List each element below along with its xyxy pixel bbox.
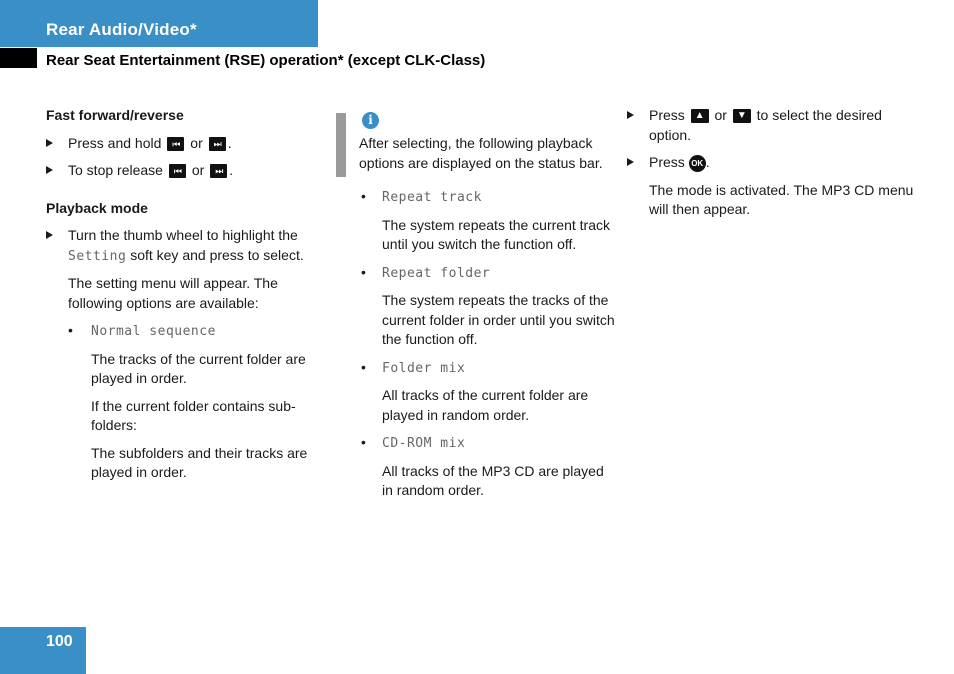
step-press-ok: Press OK .	[627, 153, 917, 173]
page-number-box	[0, 627, 86, 674]
mode-activated-text: The mode is activated. The MP3 CD menu will then appear.	[649, 181, 914, 217]
step-select-option: Press ▲ or ▼ to select the desired option.	[627, 106, 917, 145]
heading-playback-mode: Playback mode	[46, 199, 148, 216]
info-icon: i	[362, 112, 379, 129]
info-sidebar	[336, 113, 346, 177]
repeat-folder-desc: The system repeats the tracks of the current folder in order until you switch the function off.	[382, 292, 615, 347]
bullet-icon: •	[361, 434, 366, 450]
page-number: 100	[46, 633, 73, 650]
step-arrow-icon	[627, 111, 634, 119]
section-header	[0, 0, 318, 47]
up-key-icon: ▲	[691, 109, 709, 123]
option-repeat-folder: • Repeat folder	[361, 263, 491, 281]
column-middle	[336, 106, 616, 509]
step-thumb-wheel: Turn the thumb wheel to highlight the Setting soft key and press to select.	[46, 226, 326, 266]
step-arrow-icon	[46, 139, 53, 147]
heading-fast-forward: Fast forward/reverse	[46, 107, 184, 123]
down-key-icon: ▼	[733, 109, 751, 123]
normal-sequence-desc-1: The tracks of the current folder are played in order.	[91, 350, 306, 386]
step-arrow-icon	[46, 166, 53, 174]
cdrom-mix-desc: All tracks of the MP3 CD are played in random order.	[382, 462, 604, 498]
option-folder-mix: • Folder mix	[361, 358, 466, 376]
normal-sequence-desc-3: The subfolders and their tracks are played in order.	[91, 444, 308, 480]
step-arrow-icon	[627, 158, 634, 166]
step-stop-release: To stop release ⏮ or ⏭ .	[46, 161, 326, 181]
header-marker	[0, 48, 37, 68]
option-normal-sequence: • Normal sequence	[68, 322, 216, 339]
info-text: After selecting, the following playback options are displayed on the status bar.	[359, 135, 603, 171]
step-arrow-icon	[46, 231, 53, 239]
section-title: Rear Audio/Video*	[46, 20, 197, 39]
rewind-key-icon: ⏮	[169, 164, 186, 178]
step-press-hold: Press and hold ⏮ or ⏭ .	[46, 134, 326, 154]
bullet-icon: •	[68, 322, 73, 338]
column-left	[46, 106, 326, 491]
rewind-key-icon: ⏮	[167, 137, 184, 151]
page-subtitle: Rear Seat Entertainment (RSE) operation* (except CLK-Class)	[46, 52, 486, 69]
column-right	[627, 106, 917, 228]
repeat-track-desc: The system repeats the current track until you switch the function off.	[382, 216, 610, 252]
ok-button-icon: OK	[689, 155, 706, 172]
normal-sequence-desc-2: If the current folder contains sub-folders:	[91, 397, 296, 433]
option-cdrom-mix: • CD-ROM mix	[361, 434, 466, 451]
bullet-icon: •	[361, 188, 366, 204]
bullet-icon: •	[361, 263, 366, 280]
forward-key-icon: ⏭	[210, 164, 227, 178]
setting-menu-text: The setting menu will appear. The following options are available:	[68, 275, 278, 311]
folder-mix-desc: All tracks of the current folder are played in random order.	[382, 387, 589, 423]
option-repeat-track: • Repeat track	[361, 188, 482, 205]
bullet-icon: •	[361, 358, 366, 375]
forward-key-icon: ⏭	[209, 137, 226, 151]
setting-softkey-label: Setting	[68, 248, 127, 264]
